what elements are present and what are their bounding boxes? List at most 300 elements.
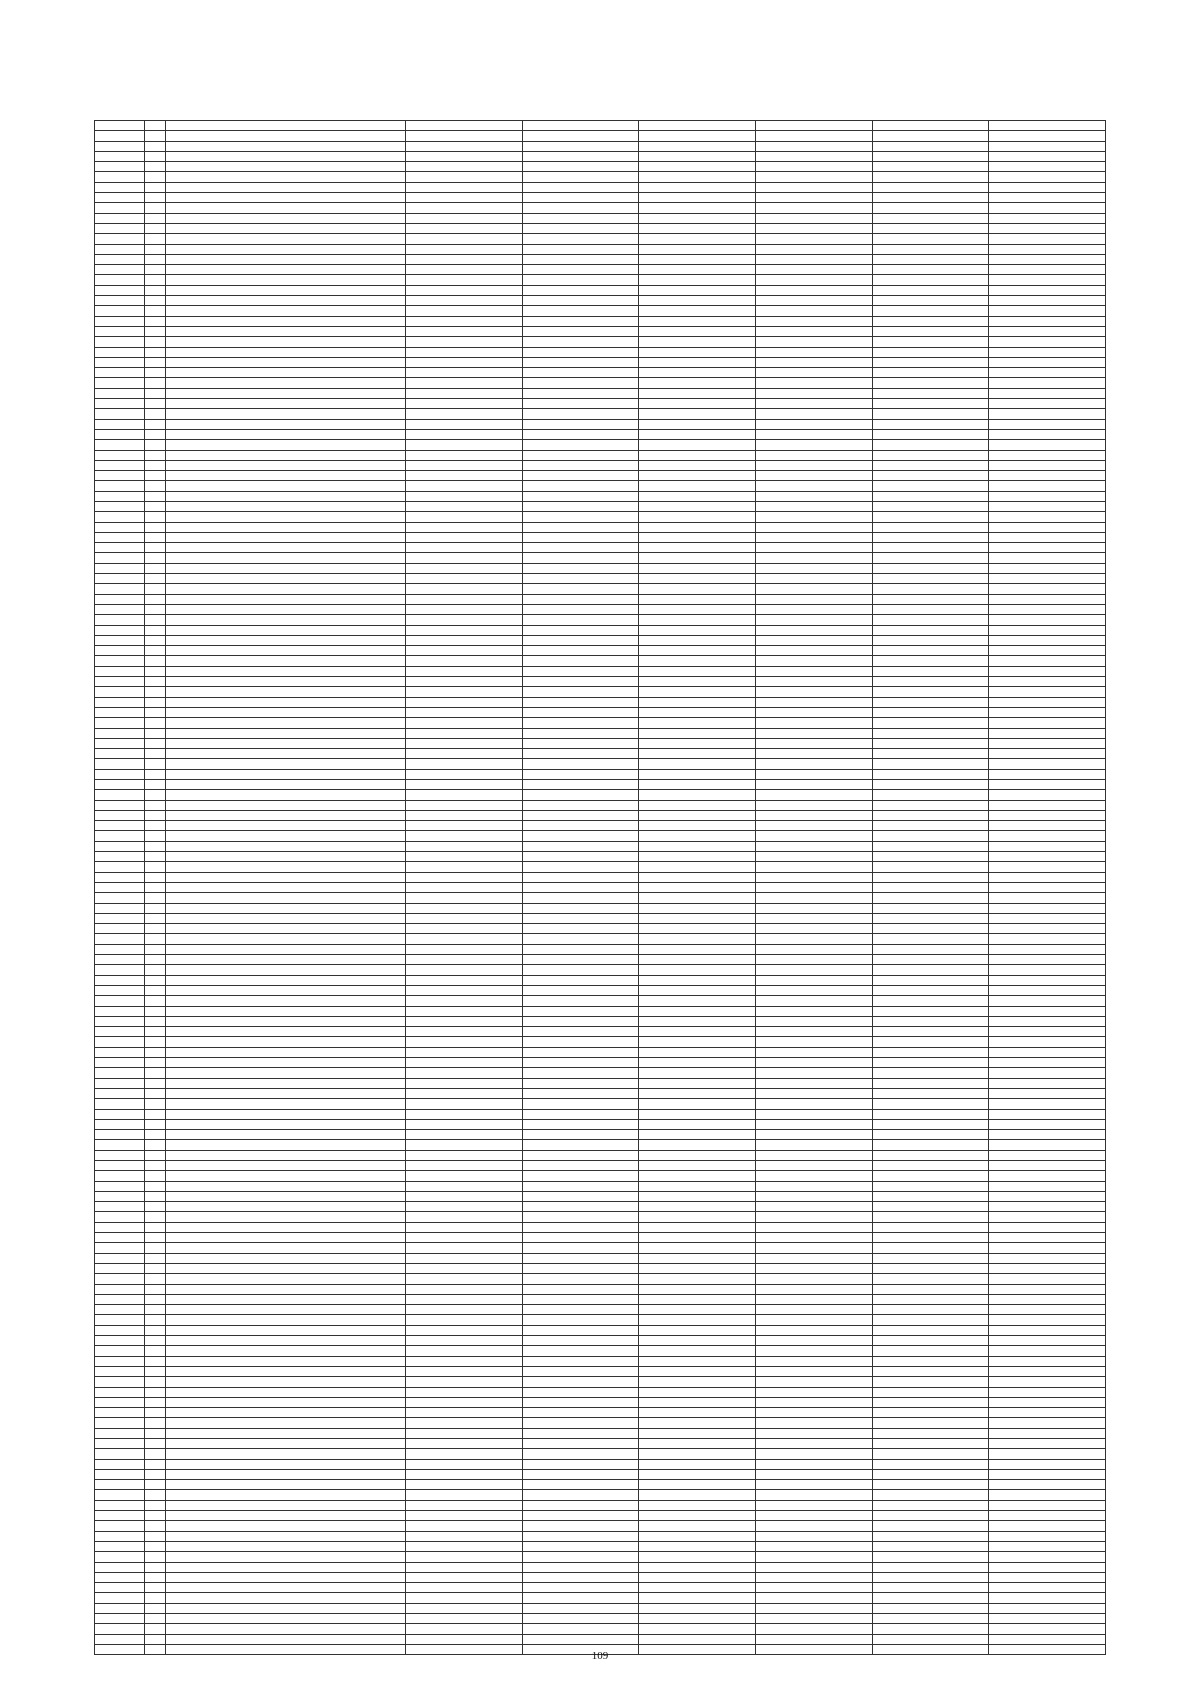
cell-period-6 (989, 574, 1106, 584)
cell-period-2 (522, 615, 639, 625)
cell-period-3 (639, 378, 756, 388)
cell-period-2 (522, 1418, 639, 1428)
cell-num (145, 223, 166, 233)
cell-period-3 (639, 594, 756, 604)
cell-period-4 (755, 326, 872, 336)
cell-period-1 (406, 296, 523, 306)
cell-period-5 (872, 810, 989, 820)
cell-period-2 (522, 1068, 639, 1078)
cell-period-6 (989, 203, 1106, 213)
cell-period-2 (522, 687, 639, 697)
cell-period-6 (989, 852, 1106, 862)
cell-period-3 (639, 1500, 756, 1510)
cell-period-3 (639, 399, 756, 409)
cell-num (145, 1140, 166, 1150)
cell-num (145, 738, 166, 748)
cell-period-1 (406, 1346, 523, 1356)
cell-period-1 (406, 1171, 523, 1181)
table-row (95, 656, 1106, 666)
cell-period-1 (406, 1511, 523, 1521)
cell-period-6 (989, 656, 1106, 666)
cell-id (95, 244, 145, 254)
cell-period-2 (522, 1315, 639, 1325)
cell-period-4 (755, 1603, 872, 1613)
cell-period-1 (406, 1016, 523, 1026)
table-row (95, 1068, 1106, 1078)
cell-period-2 (522, 1552, 639, 1562)
cell-period-3 (639, 985, 756, 995)
cell-period-5 (872, 1099, 989, 1109)
cell-id (95, 594, 145, 604)
table-row (95, 1099, 1106, 1109)
cell-period-2 (522, 471, 639, 481)
cell-period-1 (406, 1181, 523, 1191)
cell-period-1 (406, 409, 523, 419)
cell-num (145, 574, 166, 584)
cell-period-5 (872, 172, 989, 182)
table-row (95, 697, 1106, 707)
table-row (95, 985, 1106, 995)
cell-period-2 (522, 172, 639, 182)
cell-period-3 (639, 450, 756, 460)
cell-period-3 (639, 1191, 756, 1201)
cell-period-1 (406, 563, 523, 573)
cell-address (166, 759, 406, 769)
cell-period-4 (755, 1614, 872, 1624)
cell-period-4 (755, 1284, 872, 1294)
cell-address (166, 1511, 406, 1521)
cell-period-3 (639, 666, 756, 676)
cell-id (95, 491, 145, 501)
cell-id (95, 1305, 145, 1315)
cell-id (95, 604, 145, 614)
cell-num (145, 553, 166, 563)
cell-id (95, 646, 145, 656)
cell-period-1 (406, 265, 523, 275)
cell-address (166, 193, 406, 203)
cell-period-3 (639, 296, 756, 306)
cell-period-2 (522, 1233, 639, 1243)
cell-period-2 (522, 1109, 639, 1119)
cell-period-2 (522, 862, 639, 872)
cell-period-1 (406, 1552, 523, 1562)
cell-period-2 (522, 553, 639, 563)
cell-period-5 (872, 1088, 989, 1098)
cell-address (166, 1531, 406, 1541)
cell-address (166, 543, 406, 553)
cell-period-4 (755, 1490, 872, 1500)
cell-address (166, 955, 406, 965)
cell-address (166, 800, 406, 810)
cell-num (145, 841, 166, 851)
cell-period-6 (989, 1500, 1106, 1510)
cell-period-2 (522, 604, 639, 614)
cell-period-5 (872, 244, 989, 254)
cell-period-4 (755, 1387, 872, 1397)
cell-id (95, 543, 145, 553)
table-row (95, 1263, 1106, 1273)
cell-period-5 (872, 1408, 989, 1418)
cell-period-4 (755, 759, 872, 769)
cell-period-4 (755, 810, 872, 820)
cell-period-6 (989, 1181, 1106, 1191)
cell-period-5 (872, 522, 989, 532)
cell-num (145, 594, 166, 604)
cell-period-4 (755, 1418, 872, 1428)
cell-address (166, 707, 406, 717)
cell-address (166, 1490, 406, 1500)
cell-period-6 (989, 1233, 1106, 1243)
cell-id (95, 1521, 145, 1531)
cell-period-6 (989, 419, 1106, 429)
cell-period-5 (872, 1593, 989, 1603)
cell-period-4 (755, 1500, 872, 1510)
table-row (95, 1531, 1106, 1541)
table-row (95, 1397, 1106, 1407)
cell-period-6 (989, 1449, 1106, 1459)
cell-period-6 (989, 872, 1106, 882)
cell-period-1 (406, 429, 523, 439)
cell-num (145, 975, 166, 985)
table-row (95, 285, 1106, 295)
cell-period-4 (755, 718, 872, 728)
cell-period-3 (639, 1562, 756, 1572)
cell-num (145, 234, 166, 244)
cell-period-6 (989, 718, 1106, 728)
cell-period-6 (989, 913, 1106, 923)
cell-period-2 (522, 1449, 639, 1459)
cell-address (166, 1140, 406, 1150)
cell-period-6 (989, 1490, 1106, 1500)
cell-num (145, 831, 166, 841)
cell-period-3 (639, 882, 756, 892)
cell-period-3 (639, 1315, 756, 1325)
cell-id (95, 1325, 145, 1335)
table-row (95, 749, 1106, 759)
cell-id (95, 378, 145, 388)
cell-num (145, 965, 166, 975)
cell-period-3 (639, 728, 756, 738)
cell-period-3 (639, 924, 756, 934)
table-row (95, 512, 1106, 522)
cell-id (95, 697, 145, 707)
cell-period-4 (755, 1222, 872, 1232)
cell-period-2 (522, 1356, 639, 1366)
cell-period-6 (989, 357, 1106, 367)
cell-period-1 (406, 574, 523, 584)
cell-period-3 (639, 1253, 756, 1263)
cell-period-6 (989, 1614, 1106, 1624)
cell-period-6 (989, 275, 1106, 285)
cell-id (95, 1552, 145, 1562)
cell-id (95, 1047, 145, 1057)
cell-period-4 (755, 707, 872, 717)
cell-period-4 (755, 1459, 872, 1469)
cell-period-6 (989, 501, 1106, 511)
cell-period-3 (639, 1016, 756, 1026)
cell-period-5 (872, 1016, 989, 1026)
cell-num (145, 625, 166, 635)
cell-period-5 (872, 1624, 989, 1634)
cell-address (166, 316, 406, 326)
cell-num (145, 1068, 166, 1078)
cell-period-3 (639, 749, 756, 759)
cell-num (145, 563, 166, 573)
cell-num (145, 203, 166, 213)
cell-num (145, 1222, 166, 1232)
table-row (95, 491, 1106, 501)
cell-period-5 (872, 1603, 989, 1613)
cell-period-5 (872, 1459, 989, 1469)
cell-period-5 (872, 151, 989, 161)
table-row (95, 1037, 1106, 1047)
cell-period-1 (406, 316, 523, 326)
cell-period-5 (872, 193, 989, 203)
cell-period-4 (755, 821, 872, 831)
table-row (95, 1459, 1106, 1469)
cell-period-3 (639, 368, 756, 378)
cell-id (95, 1222, 145, 1232)
cell-id (95, 409, 145, 419)
cell-period-6 (989, 934, 1106, 944)
cell-id (95, 429, 145, 439)
cell-period-6 (989, 882, 1106, 892)
cell-num (145, 718, 166, 728)
cell-period-3 (639, 872, 756, 882)
cell-address (166, 1160, 406, 1170)
cell-period-6 (989, 1253, 1106, 1263)
table-row (95, 1614, 1106, 1624)
cell-period-4 (755, 1449, 872, 1459)
cell-num (145, 460, 166, 470)
cell-num (145, 1346, 166, 1356)
cell-address (166, 1439, 406, 1449)
cell-address (166, 1037, 406, 1047)
cell-period-4 (755, 1634, 872, 1644)
table-row (95, 1377, 1106, 1387)
cell-period-2 (522, 790, 639, 800)
cell-address (166, 1202, 406, 1212)
cell-period-4 (755, 337, 872, 347)
cell-period-3 (639, 1449, 756, 1459)
cell-period-3 (639, 141, 756, 151)
cell-address (166, 1366, 406, 1376)
cell-num (145, 728, 166, 738)
cell-address (166, 1284, 406, 1294)
cell-period-6 (989, 1408, 1106, 1418)
cell-period-2 (522, 1274, 639, 1284)
cell-period-5 (872, 1439, 989, 1449)
cell-period-2 (522, 121, 639, 131)
cell-period-3 (639, 553, 756, 563)
cell-num (145, 903, 166, 913)
cell-num (145, 1583, 166, 1593)
cell-id (95, 1572, 145, 1582)
cell-address (166, 234, 406, 244)
cell-period-4 (755, 285, 872, 295)
table-row (95, 1624, 1106, 1634)
cell-period-2 (522, 223, 639, 233)
cell-id (95, 1006, 145, 1016)
cell-address (166, 1068, 406, 1078)
cell-address (166, 718, 406, 728)
cell-period-4 (755, 141, 872, 151)
cell-period-4 (755, 481, 872, 491)
cell-period-5 (872, 1583, 989, 1593)
cell-id (95, 419, 145, 429)
cell-period-5 (872, 275, 989, 285)
cell-id (95, 501, 145, 511)
cell-period-6 (989, 388, 1106, 398)
cell-period-2 (522, 697, 639, 707)
table-row (95, 275, 1106, 285)
cell-address (166, 522, 406, 532)
cell-period-2 (522, 625, 639, 635)
cell-address (166, 491, 406, 501)
cell-id (95, 1027, 145, 1037)
cell-address (166, 1562, 406, 1572)
cell-period-6 (989, 1016, 1106, 1026)
cell-period-3 (639, 1109, 756, 1119)
table-row (95, 707, 1106, 717)
cell-period-6 (989, 265, 1106, 275)
cell-period-2 (522, 584, 639, 594)
cell-period-4 (755, 419, 872, 429)
cell-num (145, 388, 166, 398)
cell-period-6 (989, 1109, 1106, 1119)
cell-id (95, 1202, 145, 1212)
cell-period-3 (639, 635, 756, 645)
cell-address (166, 1243, 406, 1253)
cell-period-3 (639, 1171, 756, 1181)
cell-period-2 (522, 522, 639, 532)
cell-id (95, 924, 145, 934)
table-row (95, 841, 1106, 851)
cell-period-2 (522, 780, 639, 790)
table-row (95, 728, 1106, 738)
cell-period-5 (872, 749, 989, 759)
cell-period-6 (989, 1439, 1106, 1449)
cell-num (145, 1160, 166, 1170)
cell-num (145, 131, 166, 141)
cell-num (145, 378, 166, 388)
cell-period-6 (989, 481, 1106, 491)
cell-period-3 (639, 1099, 756, 1109)
table-row (95, 1078, 1106, 1088)
cell-period-5 (872, 1572, 989, 1582)
cell-period-4 (755, 1315, 872, 1325)
cell-period-2 (522, 831, 639, 841)
cell-period-3 (639, 841, 756, 851)
cell-period-2 (522, 944, 639, 954)
cell-num (145, 584, 166, 594)
cell-period-3 (639, 656, 756, 666)
cell-period-4 (755, 388, 872, 398)
cell-period-1 (406, 985, 523, 995)
cell-period-5 (872, 1614, 989, 1624)
cell-period-1 (406, 254, 523, 264)
cell-address (166, 378, 406, 388)
cell-period-5 (872, 728, 989, 738)
cell-address (166, 440, 406, 450)
cell-num (145, 254, 166, 264)
cell-period-2 (522, 1428, 639, 1438)
cell-period-1 (406, 399, 523, 409)
cell-num (145, 604, 166, 614)
cell-num (145, 337, 166, 347)
cell-period-3 (639, 1336, 756, 1346)
cell-period-6 (989, 347, 1106, 357)
cell-period-3 (639, 1480, 756, 1490)
table-row (95, 1500, 1106, 1510)
table-row (95, 1634, 1106, 1644)
cell-period-6 (989, 296, 1106, 306)
cell-period-5 (872, 934, 989, 944)
table-row (95, 1006, 1106, 1016)
cell-id (95, 1583, 145, 1593)
cell-id (95, 903, 145, 913)
cell-period-3 (639, 254, 756, 264)
cell-period-5 (872, 1202, 989, 1212)
cell-period-3 (639, 1068, 756, 1078)
cell-id (95, 1614, 145, 1624)
cell-period-5 (872, 913, 989, 923)
cell-period-1 (406, 151, 523, 161)
cell-address (166, 769, 406, 779)
cell-id (95, 718, 145, 728)
cell-period-2 (522, 1562, 639, 1572)
cell-period-6 (989, 1037, 1106, 1047)
cell-period-2 (522, 1521, 639, 1531)
cell-period-2 (522, 563, 639, 573)
cell-period-1 (406, 996, 523, 1006)
cell-period-4 (755, 553, 872, 563)
cell-period-1 (406, 1150, 523, 1160)
cell-period-1 (406, 162, 523, 172)
cell-period-3 (639, 471, 756, 481)
cell-period-5 (872, 388, 989, 398)
cell-id (95, 769, 145, 779)
cell-period-1 (406, 1099, 523, 1109)
cell-address (166, 1109, 406, 1119)
cell-period-1 (406, 1222, 523, 1232)
cell-id (95, 862, 145, 872)
cell-num (145, 1356, 166, 1366)
cell-id (95, 121, 145, 131)
cell-period-5 (872, 1222, 989, 1232)
table-row (95, 1058, 1106, 1068)
cell-period-5 (872, 491, 989, 501)
cell-period-1 (406, 1490, 523, 1500)
cell-period-2 (522, 512, 639, 522)
cell-id (95, 1263, 145, 1273)
cell-period-2 (522, 841, 639, 851)
cell-period-1 (406, 955, 523, 965)
cell-num (145, 1387, 166, 1397)
cell-period-1 (406, 728, 523, 738)
cell-address (166, 780, 406, 790)
cell-period-6 (989, 1171, 1106, 1181)
cell-id (95, 440, 145, 450)
cell-period-2 (522, 1243, 639, 1253)
cell-period-6 (989, 1202, 1106, 1212)
cell-id (95, 1439, 145, 1449)
cell-period-4 (755, 594, 872, 604)
cell-period-3 (639, 440, 756, 450)
cell-num (145, 707, 166, 717)
table-row (95, 1233, 1106, 1243)
cell-num (145, 656, 166, 666)
